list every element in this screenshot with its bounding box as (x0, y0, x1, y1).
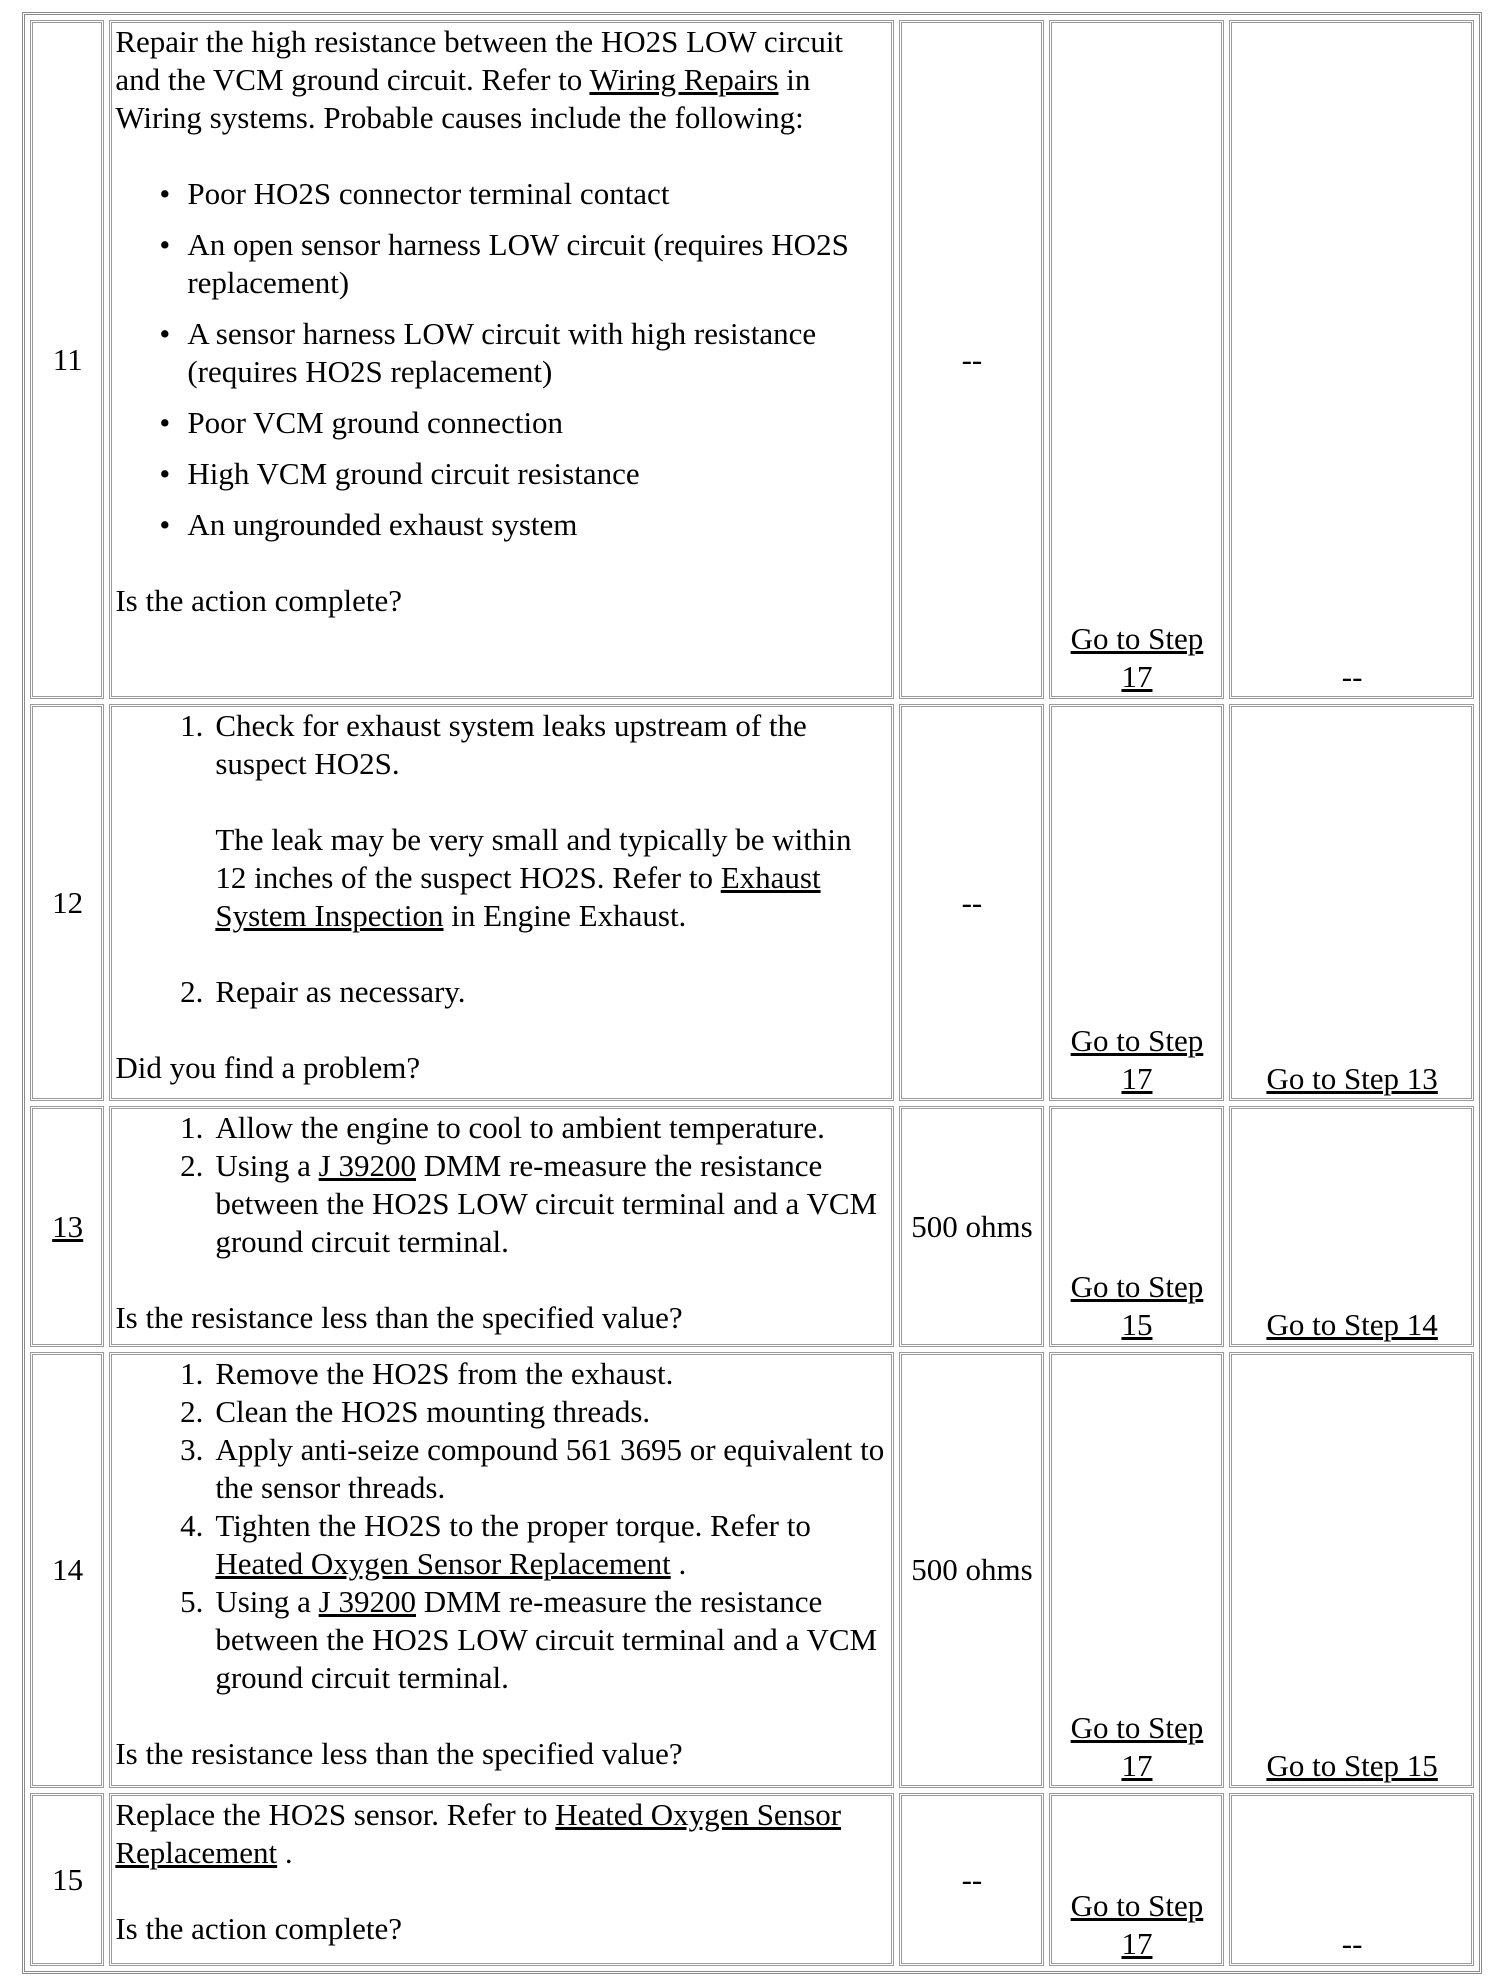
table-row-step-11 (30, 20, 1474, 699)
no-action-link[interactable]: Go to Step 13 (1229, 704, 1474, 1101)
sensor-replacement-link[interactable]: Heated Oxygen Sensor Replacement (215, 1545, 671, 1581)
yes-action-link[interactable]: Go to Step 17 (1049, 1352, 1225, 1788)
step-number: 12 (30, 704, 104, 1101)
step-question: Is the resistance less than the specified value? (115, 1300, 683, 1336)
table-row-step-13 (30, 1106, 1474, 1347)
table-row-step-12 (30, 704, 1474, 1101)
list-item: Allow the engine to cool to ambient temperature. (215, 1110, 825, 1146)
table-row-step-14 (30, 1352, 1474, 1788)
action-cell (109, 1793, 894, 1966)
spec-value: 500 ohms (899, 1352, 1044, 1788)
yes-action-link[interactable]: Go to Step 17 (1049, 704, 1225, 1101)
action-intro: Repair the high resistance between the HO2S LOW circuit and the VCM ground circuit. Refer to Wiring Repairs in Wiring systems. Probable causes include the following: (115, 24, 844, 135)
no-action: -- (1229, 1793, 1474, 1966)
step-number: 11 (30, 20, 104, 699)
diagnostic-steps-table (25, 15, 1479, 1971)
list-item: Clean the HO2S mounting threads. (215, 1393, 651, 1429)
table-row-step-15 (30, 1793, 1474, 1966)
yes-action-link[interactable]: Go to Step 17 (1049, 20, 1225, 699)
list-item: Using a J 39200 DMM re-measure the resistance between the HO2S LOW circuit terminal and a VCM ground circuit terminal. (215, 1583, 878, 1695)
yes-action-link[interactable]: Go to Step 15 (1049, 1106, 1225, 1347)
sensor-replacement-link[interactable]: Heated Oxygen Sensor Replacement (115, 1797, 842, 1871)
procedure-list (115, 707, 889, 1011)
list-item: • High VCM ground circuit resistance (187, 455, 889, 493)
yes-action-link[interactable]: Go to Step 17 (1049, 1793, 1225, 1966)
step-question: Did you find a problem? (115, 1050, 421, 1086)
j39200-link[interactable]: J 39200 (318, 1148, 416, 1184)
step-number: 14 (30, 1352, 104, 1788)
procedure-list (115, 1109, 889, 1261)
list-item: Using a J 39200 DMM re-measure the resistance between the HO2S LOW circuit terminal and a VCM ground circuit terminal. (215, 1148, 878, 1260)
probable-causes-list (115, 175, 889, 544)
no-action-link[interactable]: Go to Step 14 (1229, 1106, 1474, 1347)
action-cell (109, 1352, 894, 1788)
spec-value: -- (899, 1793, 1044, 1966)
spec-value: -- (899, 704, 1044, 1101)
list-item: • Poor VCM ground connection (187, 404, 889, 442)
step-number-link[interactable]: 13 (30, 1106, 104, 1347)
list-item: • Poor HO2S connector terminal contact (187, 175, 889, 213)
procedure-list (115, 1355, 889, 1697)
list-item: Repair as necessary. (215, 974, 466, 1010)
step-question: Is the action complete? (115, 583, 402, 618)
j39200-link[interactable]: J 39200 (318, 1583, 416, 1619)
list-item: • An open sensor harness LOW circuit (requires HO2S replacement) (187, 226, 889, 302)
diagnostic-table-frame (22, 12, 1482, 1974)
step-number: 15 (30, 1793, 104, 1966)
list-item: Check for exhaust system leaks upstream of the suspect HO2S. The leak may be very small and typically be within 12 inches of the suspect HO2S. Refer to Exhaust System Inspection in Engine Exhaust. (215, 708, 852, 934)
spec-value: 500 ohms (899, 1106, 1044, 1347)
action-cell (109, 1106, 894, 1347)
list-item: Tighten the HO2S to the proper torque. Refer to Heated Oxygen Sensor Replacement . (215, 1507, 811, 1581)
list-item: • An ungrounded exhaust system (187, 506, 889, 544)
no-action-link[interactable]: Go to Step 15 (1229, 1352, 1474, 1788)
action-cell (109, 20, 894, 699)
step-question: Is the action complete? (115, 1911, 402, 1947)
no-action: -- (1229, 20, 1474, 699)
list-item: Apply anti-seize compound 561 3695 or equivalent to the sensor threads. (215, 1431, 885, 1505)
action-intro: Replace the HO2S sensor. Refer to Heated Oxygen Sensor Replacement . (115, 1797, 842, 1871)
list-item: Remove the HO2S from the exhaust. (215, 1355, 674, 1391)
exhaust-inspection-link[interactable]: Exhaust System Inspection (215, 860, 821, 934)
wiring-repairs-link[interactable]: Wiring Repairs (589, 62, 779, 97)
spec-value: -- (899, 20, 1044, 699)
action-cell (109, 704, 894, 1101)
step-question: Is the resistance less than the specified value? (115, 1735, 683, 1771)
list-item: • A sensor harness LOW circuit with high resistance (requires HO2S replacement) (187, 315, 889, 391)
